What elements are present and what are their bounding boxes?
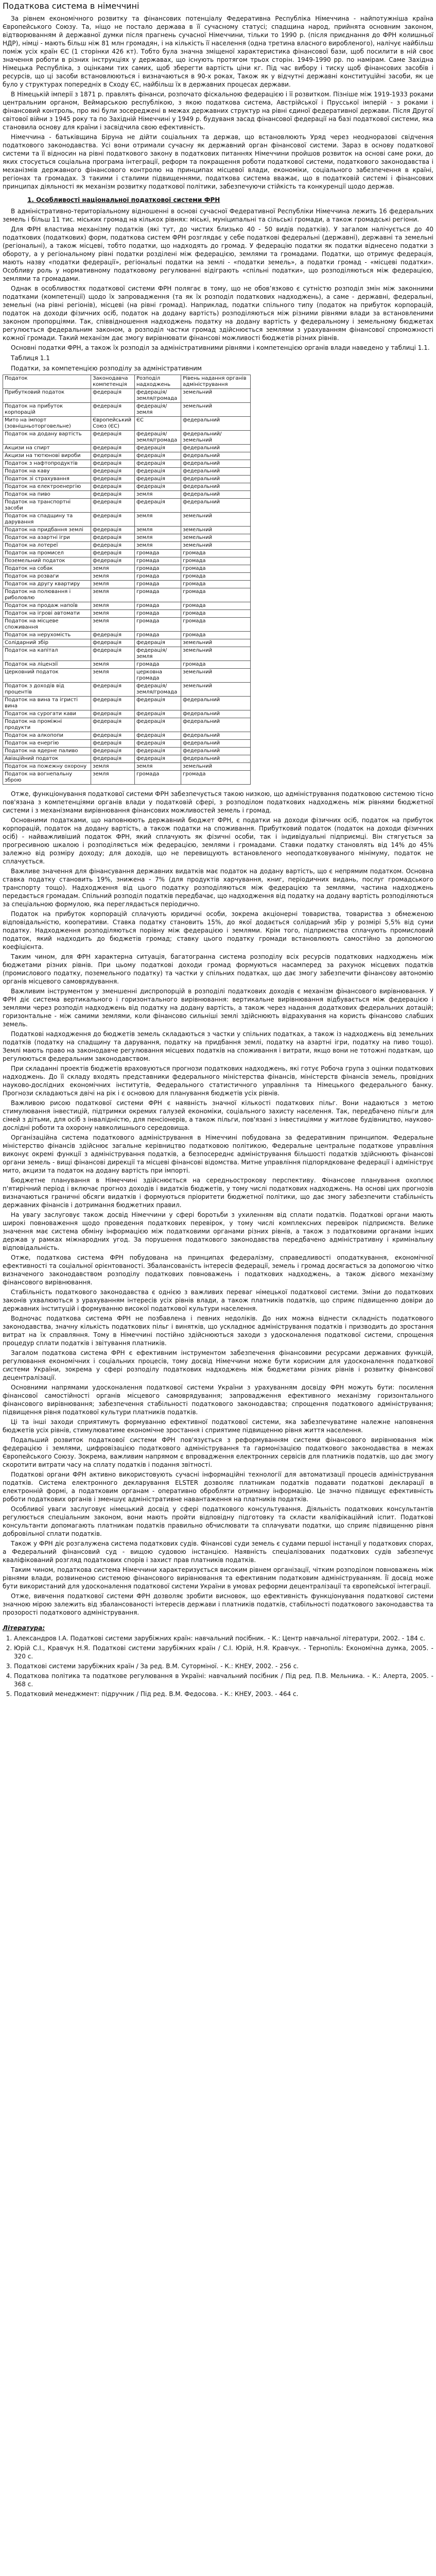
- table-cell: федерація: [91, 452, 135, 460]
- table-cell: Податок на розваги: [3, 573, 91, 581]
- table-row: [3, 452, 251, 460]
- table-row: [3, 542, 251, 550]
- table-cell: громада: [181, 581, 251, 588]
- references-list: [3, 1634, 433, 1698]
- table-row: [3, 417, 251, 431]
- table-cell: земля: [134, 534, 181, 542]
- table-row: [3, 771, 251, 785]
- table-cell: Податок на додану вартість: [3, 431, 91, 445]
- table-cell: Податок на місцеве споживання: [3, 618, 91, 632]
- table-cell: земля: [134, 527, 181, 534]
- paragraph: Основні податки ФРН, а також їх розподіл за адміністративними рівнями і компетенцією органів влади наведено у таблиці 1.1.: [11, 344, 430, 351]
- table-row: [3, 732, 251, 740]
- paragraph: Бюджетне планування в Німеччині здійснюється на середньострокову перспективу. Фінансове планування охоплює п'ятирічний період і включає прогноз доходів і видатків бюджетів, у тому числі податкових надходжень. На основі цих прогнозів визначаються граничні обсяги видатків і формуються пріоритети бюджетної політики, що дає змогу забезпечити стабільність державних фінансів і дотримання бюджетних правил.: [3, 1177, 433, 1209]
- table-cell: федерація: [91, 389, 135, 403]
- table-cell: Податок на прибуток корпорацій: [3, 403, 91, 417]
- table-cell: земельний: [181, 527, 251, 534]
- table-cell: федеральний: [181, 460, 251, 468]
- table-cell: Податок на енергію: [3, 740, 91, 748]
- table-cell: громада: [181, 661, 251, 669]
- table-row: [3, 639, 251, 647]
- table-cell: Податок на пиво: [3, 491, 91, 499]
- table-cell: громада: [134, 573, 181, 581]
- table-cell: федерація: [134, 445, 181, 452]
- table-cell: Акцизи на тютюнові вироби: [3, 452, 91, 460]
- table-cell: федерація/земля: [134, 647, 181, 661]
- reference-item: 4. Податкова політика та податкове регулювання в Україні: навчальний посібник / Під ред. П.В. Мельника. - К.: Алерта, 2005. - 368 с.: [14, 1672, 433, 1688]
- table-cell: Податок з нафтопродуктів: [3, 460, 91, 468]
- table-cell: федеральний: [181, 710, 251, 718]
- table-row: [3, 431, 251, 445]
- table-cell: земля: [91, 771, 135, 785]
- table-cell: земля: [134, 513, 181, 527]
- table-cell: земля: [91, 581, 135, 588]
- table-row: [3, 755, 251, 763]
- table-row: [3, 602, 251, 610]
- table-cell: Податок зі страхування: [3, 476, 91, 483]
- table-row: [3, 550, 251, 557]
- table-cell: земля: [134, 763, 181, 771]
- table-cell: федерація: [134, 468, 181, 476]
- table-cell: Податок на транспортні засоби: [3, 499, 91, 513]
- paragraph: Водночас податкова система ФРН не позбавлена і певних недоліків. До них можна віднести складність податкового законодавства, значну кількість податкових пільг і винятків, що ускладнює адміністрування податків і призводить до зростання витрат на їх справляння. Тому в Німеччині постійно здійснюються заходи з удосконалення податкової системи, спрощення процедур сплати податків і звітування платників.: [3, 1315, 433, 1347]
- table-row: [3, 483, 251, 491]
- paragraph: Основними податками, що наповнюють державний бюджет ФРН, є податки на доходи фізичних осіб, податок на прибуток корпорацій, податок на додану вартість, а також податки на споживання. Прибутковий податок (податок на доходи фізичних осіб) - найважливіший податок ФРН, який сплачують як фізичні особи, так і індивідуальні підприємці. Він стягується за прогресивною шкалою і розподіляється між федерацією, землями і громадами. Ставки податку становлять від 14% до 45% залежно від розміру доходу; для доходів, що не перевищують встановленого неоподатковуваного мінімуму, податок не сплачується.: [3, 817, 433, 865]
- table-cell: федерація: [91, 639, 135, 647]
- table-cell: федерація: [134, 476, 181, 483]
- table-header-cell: Рівень надання органів адміністрування: [181, 375, 251, 389]
- table-cell: Податок на пожежну охорону: [3, 763, 91, 771]
- table-cell: Податок на собак: [3, 565, 91, 573]
- table-row: [3, 460, 251, 468]
- table-cell: Податок на алкопопи: [3, 732, 91, 740]
- table-cell: земельний: [181, 542, 251, 550]
- paragraph: Також у ФРН діє розгалужена система податкових судів. Фінансові суди земель є судами першої інстанції у податкових спорах, а Федеральний фінансовий суд - вищою судовою інстанцією. Наявність спеціалізованих податкових судів забезпечує кваліфікований розгляд податкових спорів і захист прав платників податків.: [3, 1540, 433, 1564]
- table-cell: федеральний: [181, 468, 251, 476]
- table-row: [3, 389, 251, 403]
- table-cell: Податок на придбання землі: [3, 527, 91, 534]
- paragraph: Німеччина - батьківщина Біруна не дійти соціальних та держав, що встановлюють Уряд через неодноразові свідчення податкового законодавства. Усі вони отримали сучасну як державний орган фінансової системи. Зараз в основу податкової системи та її відносин на рівні податкового закону в податкових питаннях Німеччини пройшов розвиток на основі саме роки, до яких стосується соціальна програма інтеграції, реформ та покращення роботи податкової системи, податкового законодавства і механізмів державного фінансового контролю на принципах місцевої влади, економіки, соціального забезпечення в країні, регіонах та громадах. З такими і сталими підвищеннями, податкова система вважає, що в податковій системі і фінансових принципах діяльності як механізм розвитку податкової політики, забезпечуючи стійкість та конкуренції щодо держав.: [3, 133, 433, 190]
- table-cell: церковна громада: [134, 669, 181, 683]
- table-cell: федерація: [91, 557, 135, 565]
- table-row: [3, 557, 251, 565]
- table-header-cell: Законодавча компетенція: [91, 375, 135, 389]
- table-cell: громада: [134, 588, 181, 602]
- table-cell: Податок на другу квартиру: [3, 581, 91, 588]
- paragraph: Подальший розвиток податкової системи ФРН пов'язується з реформуванням системи фінансового вирівнювання між федерацією і землями, цифровізацією податкового адміністрування та гармонізацією податкового законодавства в межах Європейського Союзу. Зокрема, важливим напрямом є впровадження електронних сервісів для платників податків, що дає змогу скоротити витрати часу на сплату податків і подання звітності.: [3, 1436, 433, 1468]
- paragraph: Для ФРН властива механізму податків (які тут, до чистих близько 40 - 50 видів податків). У загалом налічується до 40 податкових (податкових) форм, податкова систем ФРН розглядає у себе податкові федеральні (державні), державні та земельні (регіональні), а також місцеві, тобто податки, що надходять до громад. У федерацію податки як податки віднесено податки з обороту, а у регіональному рівні податки розділені між федерацією, землями та громадами. Податки, що отримує федерація, мають назву «податки федерації», регіональні податки на землі - «податки земель», а податки громад - «місцеві податки». Особливу роль у нормативному податковому регулюванні відіграють «спільні податки», що розподіляються між федерацією, землями та громадами.: [3, 226, 433, 282]
- table-cell: земля: [91, 565, 135, 573]
- table-cell: федерація: [134, 755, 181, 763]
- table-body: [3, 389, 251, 785]
- tax-table: [3, 375, 251, 785]
- table-cell: федеральний: [181, 748, 251, 755]
- table-cell: федерація: [134, 499, 181, 513]
- table-cell: Податок на вина та ігристі вина: [3, 697, 91, 710]
- table-cell: ЄС: [134, 417, 181, 431]
- table-cell: федерація: [134, 460, 181, 468]
- table-cell: земельний: [181, 763, 251, 771]
- table-cell: федерація: [91, 632, 135, 639]
- page-title: Податкова система в німеччині: [3, 1, 139, 11]
- table-row: [3, 573, 251, 581]
- table-cell: Податок на продаж напоїв: [3, 602, 91, 610]
- table-cell: федерація: [91, 550, 135, 557]
- table-cell: Податок на промисел: [3, 550, 91, 557]
- table-cell: земельний: [181, 647, 251, 661]
- table-cell: федерація: [134, 740, 181, 748]
- paragraph: Податкові надходження до бюджетів земель складаються з частки у спільних податках, а також із надходжень від земельних податків (податку на спадщину та дарування, податку на придбання землі, податку на азартні ігри, податку на пиво тощо). Землі мають право на законодавче регулювання місцевих податків на споживання і витрати, якщо вони не тотожні податкам, що регулюються федеральним законодавством.: [3, 1030, 433, 1062]
- table-cell: федерація: [134, 748, 181, 755]
- table-cell: земельний: [181, 513, 251, 527]
- table-cell: Податок на ігрові автомати: [3, 610, 91, 618]
- paragraph: В Німецькій імперії з 1871 р. правлять фінанси, розпочато фіскальною федерацією і її розвитком. Пізніше між 1919-1933 роками центральним органом, Веймарською республікою, з якою податкова система, Австрійської і Прусської імперій - з роками і фінансовий контроль, про які були зосереджені в межах державних структур на рівні єдиної федеративної держави. Після Другої світової війни з 1945 року та по Західній Німеччині у 1949 р. будуваня засад фінансової федерації на базі податкової системи, яка становила основу для країни і засвідчила свою ефективність.: [3, 91, 433, 131]
- table-cell: земля: [91, 602, 135, 610]
- paragraph: Ці та інші заходи сприятимуть формуванню ефективної податкової системи, яка забезпечуватиме належне наповнення бюджетів усіх рівнів, стимулюватиме економічне зростання і сприятиме підвищенню рівня життя населення.: [3, 1418, 433, 1434]
- table-cell: федерація: [91, 460, 135, 468]
- table-row: [3, 491, 251, 499]
- table-cell: громада: [134, 632, 181, 639]
- main-section-body: [3, 790, 433, 1617]
- table-cell: Прибутковий податок: [3, 389, 91, 403]
- table-row: [3, 669, 251, 683]
- table-cell: громада: [181, 573, 251, 581]
- table-row: [3, 683, 251, 697]
- table-cell: Солідарний збір: [3, 639, 91, 647]
- table-cell: громада: [181, 557, 251, 565]
- table-cell: Податок на капітал: [3, 647, 91, 661]
- table-cell: громада: [134, 565, 181, 573]
- table-header-row: [3, 375, 251, 389]
- table-cell: Податок з доходів від процентів: [3, 683, 91, 697]
- table-row: [3, 697, 251, 710]
- table-cell: Поземельний податок: [3, 557, 91, 565]
- table-row: [3, 403, 251, 417]
- table-cell: земля: [134, 542, 181, 550]
- table-cell: федеральний: [181, 755, 251, 763]
- table-cell: громада: [181, 588, 251, 602]
- table-cell: Податок на ліцензії: [3, 661, 91, 669]
- table-cell: федерація: [134, 483, 181, 491]
- paragraph: Однак в особливостях податкової системи ФРН полягає в тому, що не обов’язково є сутністю розподіл змін між законними податками (компетенції) щодо їх запровадження (та як їх розподіл податкових надходжень), а саме - державні, федеральні, земельні (на рівні регіонів), місцеві (на рівні громад). Наприклад, податки спільного типу (податок на прибуток корпорацій, податок на доходи фізичних осіб, податок на додану вартість) розподіляються між різними рівнями влади за встановленими законом пропорціями. Так, співвідношення надходжень податку на додану вартість у федеральному і земельному бюджетах регулюється федеральним законом, а розподіл частки громад здійснюється землями з урахуванням фінансової спроможності кожної громади. Такий механізм дає змогу вирівнювати фінансові можливості бюджетів різних рівнів.: [3, 285, 433, 342]
- table-cell: федерація: [91, 683, 135, 697]
- table-cell: федерація: [134, 452, 181, 460]
- table-cell: громада: [134, 557, 181, 565]
- table-cell: федеральний: [181, 491, 251, 499]
- table-cell: Податок на ядерне паливо: [3, 748, 91, 755]
- paragraph: Отже, податкова система ФРН побудована на принципах федералізму, справедливості оподаткування, економічної ефективності та соціальної орієнтованості. Збалансованість інтересів федерації, земель і громад досягається за допомогою чітко визначеного законодавством розподілу податкових повноважень і податкових надходжень, а також дієвого механізму фінансового вирівнювання.: [3, 1254, 433, 1286]
- paragraph: На увагу заслуговує також досвід Німеччини у сфері боротьби з ухиленням від сплати податків. Податкові органи мають широкі повноваження щодо проведення податкових перевірок, у тому числі комплексних перевірок підприємств. Велике значення має система обміну інформацією між податковими органами різних рівнів, а також з податковими органами інших держав у рамках міжнародних угод. За порушення податкового законодавства передбачено адміністративну і кримінальну відповідальність.: [3, 1211, 433, 1251]
- table-cell: федерація: [91, 732, 135, 740]
- table-cell: земельний: [181, 403, 251, 417]
- table-cell: Податок на вогнепальну зброю: [3, 771, 91, 785]
- table-row: [3, 632, 251, 639]
- table-cell: федерація: [91, 697, 135, 710]
- table-cell: Мито на імпорт (зовнішньоторговельне): [3, 417, 91, 431]
- paragraph: Отже, вивчення податкової системи ФРН дозволяє зробити висновок, що ефективність функціонування податкової системи значною мірою залежить від збалансованості інтересів держави і платників податків, стабільності податкового законодавства та прозорості податкового адміністрування.: [3, 1592, 433, 1616]
- paragraph: В адміністративно-територіальному відношенні в основі сучасної Федеративної Республіки Німеччина лежить 16 федеральних земель і більш 11 тис. міських громад на кількох рівнях: міські, муніципальні та сільські громади, а також громадські регіони.: [3, 208, 433, 223]
- table-cell: громада: [134, 550, 181, 557]
- table-row: [3, 740, 251, 748]
- table-cell: Податок на каву: [3, 468, 91, 476]
- paragraph: Важливим інструментом у зменшенні диспропорцій в розподілі податкових доходів є механізм фінансового вирівнювання. У ФРН діє система вертикального і горизонтального вирівнювання: вертикальне вирівнювання відбувається між федерацією і землями через розподіл надходжень від податку на додану вартість, а також через надання додаткових федеральних дотацій; горизонтальне - між самими землями, коли фінансово сильніші землі здійснюють відрахування на користь фінансово слабших земель.: [3, 988, 433, 1028]
- table-row: [3, 710, 251, 718]
- table-cell: Податок на електроенергію: [3, 483, 91, 491]
- table-cell: земля: [91, 763, 135, 771]
- reference-item: 5. Податковий менеджмент: підручник / Під ред. В.М. Федосова. - К.: КНЕУ, 2003. - 464 с.: [14, 1690, 433, 1698]
- table-cell: федеральний: [181, 476, 251, 483]
- table-title: Податки, за компетенцією розподілу за адміністративним: [11, 365, 202, 372]
- table-cell: федерація: [91, 755, 135, 763]
- table-row: [3, 476, 251, 483]
- table-cell: федерація: [91, 740, 135, 748]
- table-cell: федеральний: [181, 499, 251, 513]
- table-cell: земля: [91, 618, 135, 632]
- table-header-cell: Податок: [3, 375, 91, 389]
- table-cell: громада: [134, 618, 181, 632]
- table-cell: Європейський Союз (ЄС): [91, 417, 135, 431]
- table-cell: земельний: [181, 683, 251, 697]
- paragraph: Основними напрямами удосконалення податкової системи України з урахуванням досвіду ФРН можуть бути: посилення фінансової самостійності органів місцевого самоврядування; запровадження ефективного механізму горизонтального фінансового вирівнювання; забезпечення стабільності податкового законодавства; спрощення податкового адміністрування; підвищення рівня податкової культури платників податків.: [3, 1384, 433, 1416]
- paragraph: Таким чином, податкова система Німеччини характеризується високим рівнем організації, чітким розподілом повноважень між рівнями влади, розвиненою системою фінансового вирівнювання та ефективним податковим адмініструванням. Її досвід може бути використаний для удосконалення податкової системи України в умовах реформи децентралізації та європейської інтеграції.: [3, 1566, 433, 1590]
- table-cell: федерація: [134, 639, 181, 647]
- table-cell: федерація: [91, 491, 135, 499]
- table-cell: Податок на сурогати кави: [3, 710, 91, 718]
- table-cell: земля: [91, 661, 135, 669]
- table-cell: громада: [181, 565, 251, 573]
- table-cell: федеральний: [181, 445, 251, 452]
- table-row: [3, 445, 251, 452]
- table-cell: федерація: [134, 697, 181, 710]
- intro-section: [3, 14, 433, 191]
- table-cell: Церковний податок: [3, 669, 91, 683]
- table-row: [3, 499, 251, 513]
- table-cell: федеральний/земельний: [181, 431, 251, 445]
- table-cell: громада: [134, 581, 181, 588]
- table-cell: федерація: [91, 527, 135, 534]
- table-row: [3, 661, 251, 669]
- table-cell: громада: [134, 771, 181, 785]
- table-cell: федерація: [134, 718, 181, 732]
- table-cell: федерація: [91, 647, 135, 661]
- table-cell: федерація: [134, 732, 181, 740]
- table-cell: федерація: [91, 542, 135, 550]
- table-row: [3, 748, 251, 755]
- table-cell: федерація: [91, 499, 135, 513]
- paragraph: Податок на прибуток корпорацій сплачують юридичні особи, зокрема акціонерні товариства, товариства з обмеженою відповідальністю, кооперативи. Ставка податку становить 15%, до якої додається солідарний збір у розмірі 5,5% від суми податку. Надходження розподіляються порівну між федерацією і землями. Крім того, підприємства сплачують промисловий податок, який надходить до бюджетів громад; ставку цього податку громади встановлюють самостійно за допомогою коефіцієнта.: [3, 910, 433, 951]
- table-header-cell: Розподіл надходжень: [134, 375, 181, 389]
- table-row: [3, 527, 251, 534]
- table-row: [3, 763, 251, 771]
- table-cell: федерація: [91, 483, 135, 491]
- table-cell: земля: [91, 588, 135, 602]
- table-cell: Податок на полювання і риболовлю: [3, 588, 91, 602]
- paragraph: Загалом податкова система ФРН є ефективним інструментом забезпечення фінансовими ресурсами державних функцій, регулювання економічних і соціальних процесів, тому досвід Німеччини може бути корисним для удосконалення податкової системи України, зокрема у сфері розподілу податкових надходжень між бюджетами різних рівнів і розвитку фінансової децентралізації.: [3, 1349, 433, 1381]
- table-caption: Таблиця 1.1: [11, 354, 50, 362]
- table-row: [3, 618, 251, 632]
- table-cell: громада: [134, 602, 181, 610]
- table-cell: земельний: [181, 389, 251, 403]
- table-cell: федерація: [91, 445, 135, 452]
- table-cell: земельний: [181, 534, 251, 542]
- reference-item: 2. Юрій С.І., Кравчук Н.Я. Податкові системи зарубіжних країн / С.І. Юрій, Н.Я. Кравчук. - Тернопіль: Економічна думка, 2005. - 320 с.: [14, 1644, 433, 1660]
- table-cell: громада: [181, 602, 251, 610]
- table-cell: федерація: [91, 534, 135, 542]
- paragraph: При складанні проектів бюджетів враховуються прогнози податкових надходжень, які готує Робоча група з оцінки податкових надходжень. До її складу входять представники федерального міністерства фінансів, міністерств фінансів земель, провідних науково-дослідних економічних інститутів, Федерального статистичного управління та Німецького федерального банку. Прогнози складаються двічі на рік і є основою для планування бюджетів усіх рівнів.: [3, 1065, 433, 1097]
- table-cell: земля: [134, 491, 181, 499]
- table-cell: федерація/земля: [134, 403, 181, 417]
- table-cell: громада: [134, 661, 181, 669]
- table-cell: федерація: [91, 513, 135, 527]
- table-cell: Авіаційний податок: [3, 755, 91, 763]
- table-cell: федерація: [91, 431, 135, 445]
- paragraph: Організаційна система податкового адміністрування в Німеччині побудована за федеративним принципом. Федеральне міністерство фінансів здійснює загальне керівництво податковою політикою, Федеральне центральне податкове управління виконує окремі функції з адміністрування податків, а безпосереднє адміністрування більшості податків здійснюють фінансові органи земель - вищі фінансові дирекції та місцеві фінансові відомства. Митне управління підпорядковане федерації і адмініструє мито, акцизи та податок на додану вартість при імпорті.: [3, 1134, 433, 1174]
- table-row: [3, 647, 251, 661]
- table-row: [3, 534, 251, 542]
- table-cell: громада: [181, 610, 251, 618]
- table-cell: громада: [181, 618, 251, 632]
- paragraph: За рівнем економічного розвитку та фінансових потенціалу Федеративна Республіка Німеччина - найпотужніша країна Європейського Союзу. Та, ніщо не постало держава в її сучасному статусі; спадщина народ, прийнята основним законом, відтворюванням й державної думки після прагнень сучасної Німеччини, тільки то 1990 р. (після приєднання до ФРН колишньої НДР), німці - мають більш ніж 81 млн громадян, і на кількість її населення (одна третина власного виробленого), налічує найбільш поміж усіх країн ЄС (1 сторінки 426 кт). Тобто була значна зміщеної характеристика фінансової бази, щоб посилити в ній своє значення роботи в різних інструкціях у державах, що існують протягом трьох сторін. 1949-1990 рр. по намірам. Саме Західна Німецька Республіка, з оцінками тих самих, щоб зберегти вартість ціни кг. Під час вибору і тиску щоб фінансових засобів і ресурсів, що ці засоби встановлюються і визначаються в 90-х роках, Також як у відчутні державні конституційні засоби, як це було у структурах попередніх в Сходу ЄС, найбільш їх в державних процесах держави.: [3, 15, 433, 88]
- table-cell: федеральний: [181, 697, 251, 710]
- table-cell: Податок на проміжні продукти: [3, 718, 91, 732]
- table-cell: федерація: [91, 468, 135, 476]
- table-cell: Акцизи на спирт: [3, 445, 91, 452]
- paragraph: Податкові органи ФРН активно використовують сучасні інформаційні технології для автоматизації процесів адміністрування податків. Система електронного декларування ELSTER дозволяє платникам податків подавати податкові декларації в електронній формі, а податковим органам - оперативно обробляти отриману інформацію. Це значно підвищує ефективність роботи податкових органів і зменшує адміністративне навантаження на платників податків.: [3, 1471, 433, 1503]
- table-cell: федерація: [91, 403, 135, 417]
- table-cell: громада: [181, 632, 251, 639]
- table-cell: федерація: [91, 748, 135, 755]
- reference-item: 3. Податкові системи зарубіжних країн / За ред. В.М. Суторміної. - К.: КНЕУ, 2002. - 256 с.: [14, 1662, 433, 1670]
- table-row: [3, 718, 251, 732]
- section-1-body: [3, 207, 433, 352]
- section-heading: 1. Особливості національної податкової системи ФРН: [27, 196, 220, 204]
- references-title: Література:: [3, 1624, 45, 1632]
- table-row: [3, 468, 251, 476]
- table-cell: земельний: [181, 669, 251, 683]
- table-cell: федерація: [91, 476, 135, 483]
- reference-item: 1. Александров І.А. Податкові системи зарубіжних країн: навчальний посібник. - К.: Центр навчальної літератури, 2002. - 184 с.: [14, 1634, 433, 1642]
- table-row: [3, 565, 251, 573]
- table-cell: земельний: [181, 639, 251, 647]
- table-cell: громада: [134, 610, 181, 618]
- table-cell: федерація/земля/громада: [134, 431, 181, 445]
- table-cell: земля: [91, 669, 135, 683]
- table-cell: федеральний: [181, 417, 251, 431]
- paragraph: Отже, функціонування податкової системи ФРН забезпечується такою низкою, що адміністрування податковою системою тісно пов'язана з компетенціями органів влади у податковій сфері, з розподілом податкових надходжень між рівнями бюджетної системи і з механізмами вирівнювання фінансових можливостей земель і громад.: [3, 790, 433, 814]
- table-cell: громада: [181, 550, 251, 557]
- table-cell: федеральний: [181, 452, 251, 460]
- table-cell: Податок на лотереї: [3, 542, 91, 550]
- table-cell: федерація: [91, 710, 135, 718]
- table-cell: Податок на спадщину та дарування: [3, 513, 91, 527]
- table-cell: Податок на азартні ігри: [3, 534, 91, 542]
- paragraph: Важливе значення для фінансування державних видатків має податок на додану вартість, що є непрямим податком. Основна ставка податку становить 19%, знижена - 7% (для продуктів харчування, книг, періодичних видань, послуг громадського транспорту тощо). Надходження від цього податку розподіляються між федерацією та землями, частина надходжень передається громадам. Спільний розподіл податків передбачає, що надходження від податку на додану вартість розподіляються за спеціальною формулою, яка переглядається періодично.: [3, 868, 433, 908]
- table-cell: федерація/земля/громада: [134, 389, 181, 403]
- table-cell: земля: [91, 610, 135, 618]
- table-cell: Податок на нерухомість: [3, 632, 91, 639]
- table-row: [3, 513, 251, 527]
- paragraph: Важливою рисою податкової системи ФРН є наявність значної кількості податкових пільг. Вони надаються з метою стимулювання інвестицій, підтримки окремих галузей економіки, соціального захисту населення. Так, передбачено пільги для сімей з дітьми, для осіб з інвалідністю, для пенсіонерів, а також пільги, пов'язані з інвестиціями у житлове будівництво, науково-дослідні роботи та охорону навколишнього середовища.: [3, 1099, 433, 1131]
- table-row: [3, 610, 251, 618]
- table-cell: федерація/земля/громада: [134, 683, 181, 697]
- table-row: [3, 588, 251, 602]
- paragraph: Таким чином, для ФРН характерна ситуація, багатогранна система розподілу всіх ресурсів податкових надходжень між бюджетами різних рівнів. При цьому податкові доходи громад формуються насамперед за рахунок місцевих податків (промислового податку, поземельного податку) та частки у спільних податках, що дає змогу забезпечити фінансову автономію органів місцевого самоврядування.: [3, 953, 433, 985]
- table-cell: федерація: [91, 718, 135, 732]
- table-cell: федеральний: [181, 732, 251, 740]
- table-cell: федеральний: [181, 740, 251, 748]
- paragraph: Особливої уваги заслуговує німецький досвід у сфері податкового консультування. Діяльність податкових консультантів регулюється спеціальним законом, вони мають пройти відповідну підготовку та скласти кваліфікаційний іспит. Податкові консультанти допомагають платникам податків правильно обчислювати та сплачувати податки, що сприяє підвищенню рівня добровільної сплати податків.: [3, 1505, 433, 1537]
- table-cell: федерація: [134, 710, 181, 718]
- table-cell: громада: [181, 771, 251, 785]
- table-cell: федеральний: [181, 718, 251, 732]
- table-cell: федеральний: [181, 483, 251, 491]
- table-cell: земля: [91, 573, 135, 581]
- paragraph: Стабільність податкового законодавства є однією з важливих переваг німецької податкової системи. Зміни до податкових законів ухвалюються з урахуванням інтересів усіх рівнів влади, а також платників податків, що сприяє підвищенню довіри до державних інституцій і формуванню високої податкової культури населення.: [3, 1289, 433, 1312]
- table-row: [3, 581, 251, 588]
